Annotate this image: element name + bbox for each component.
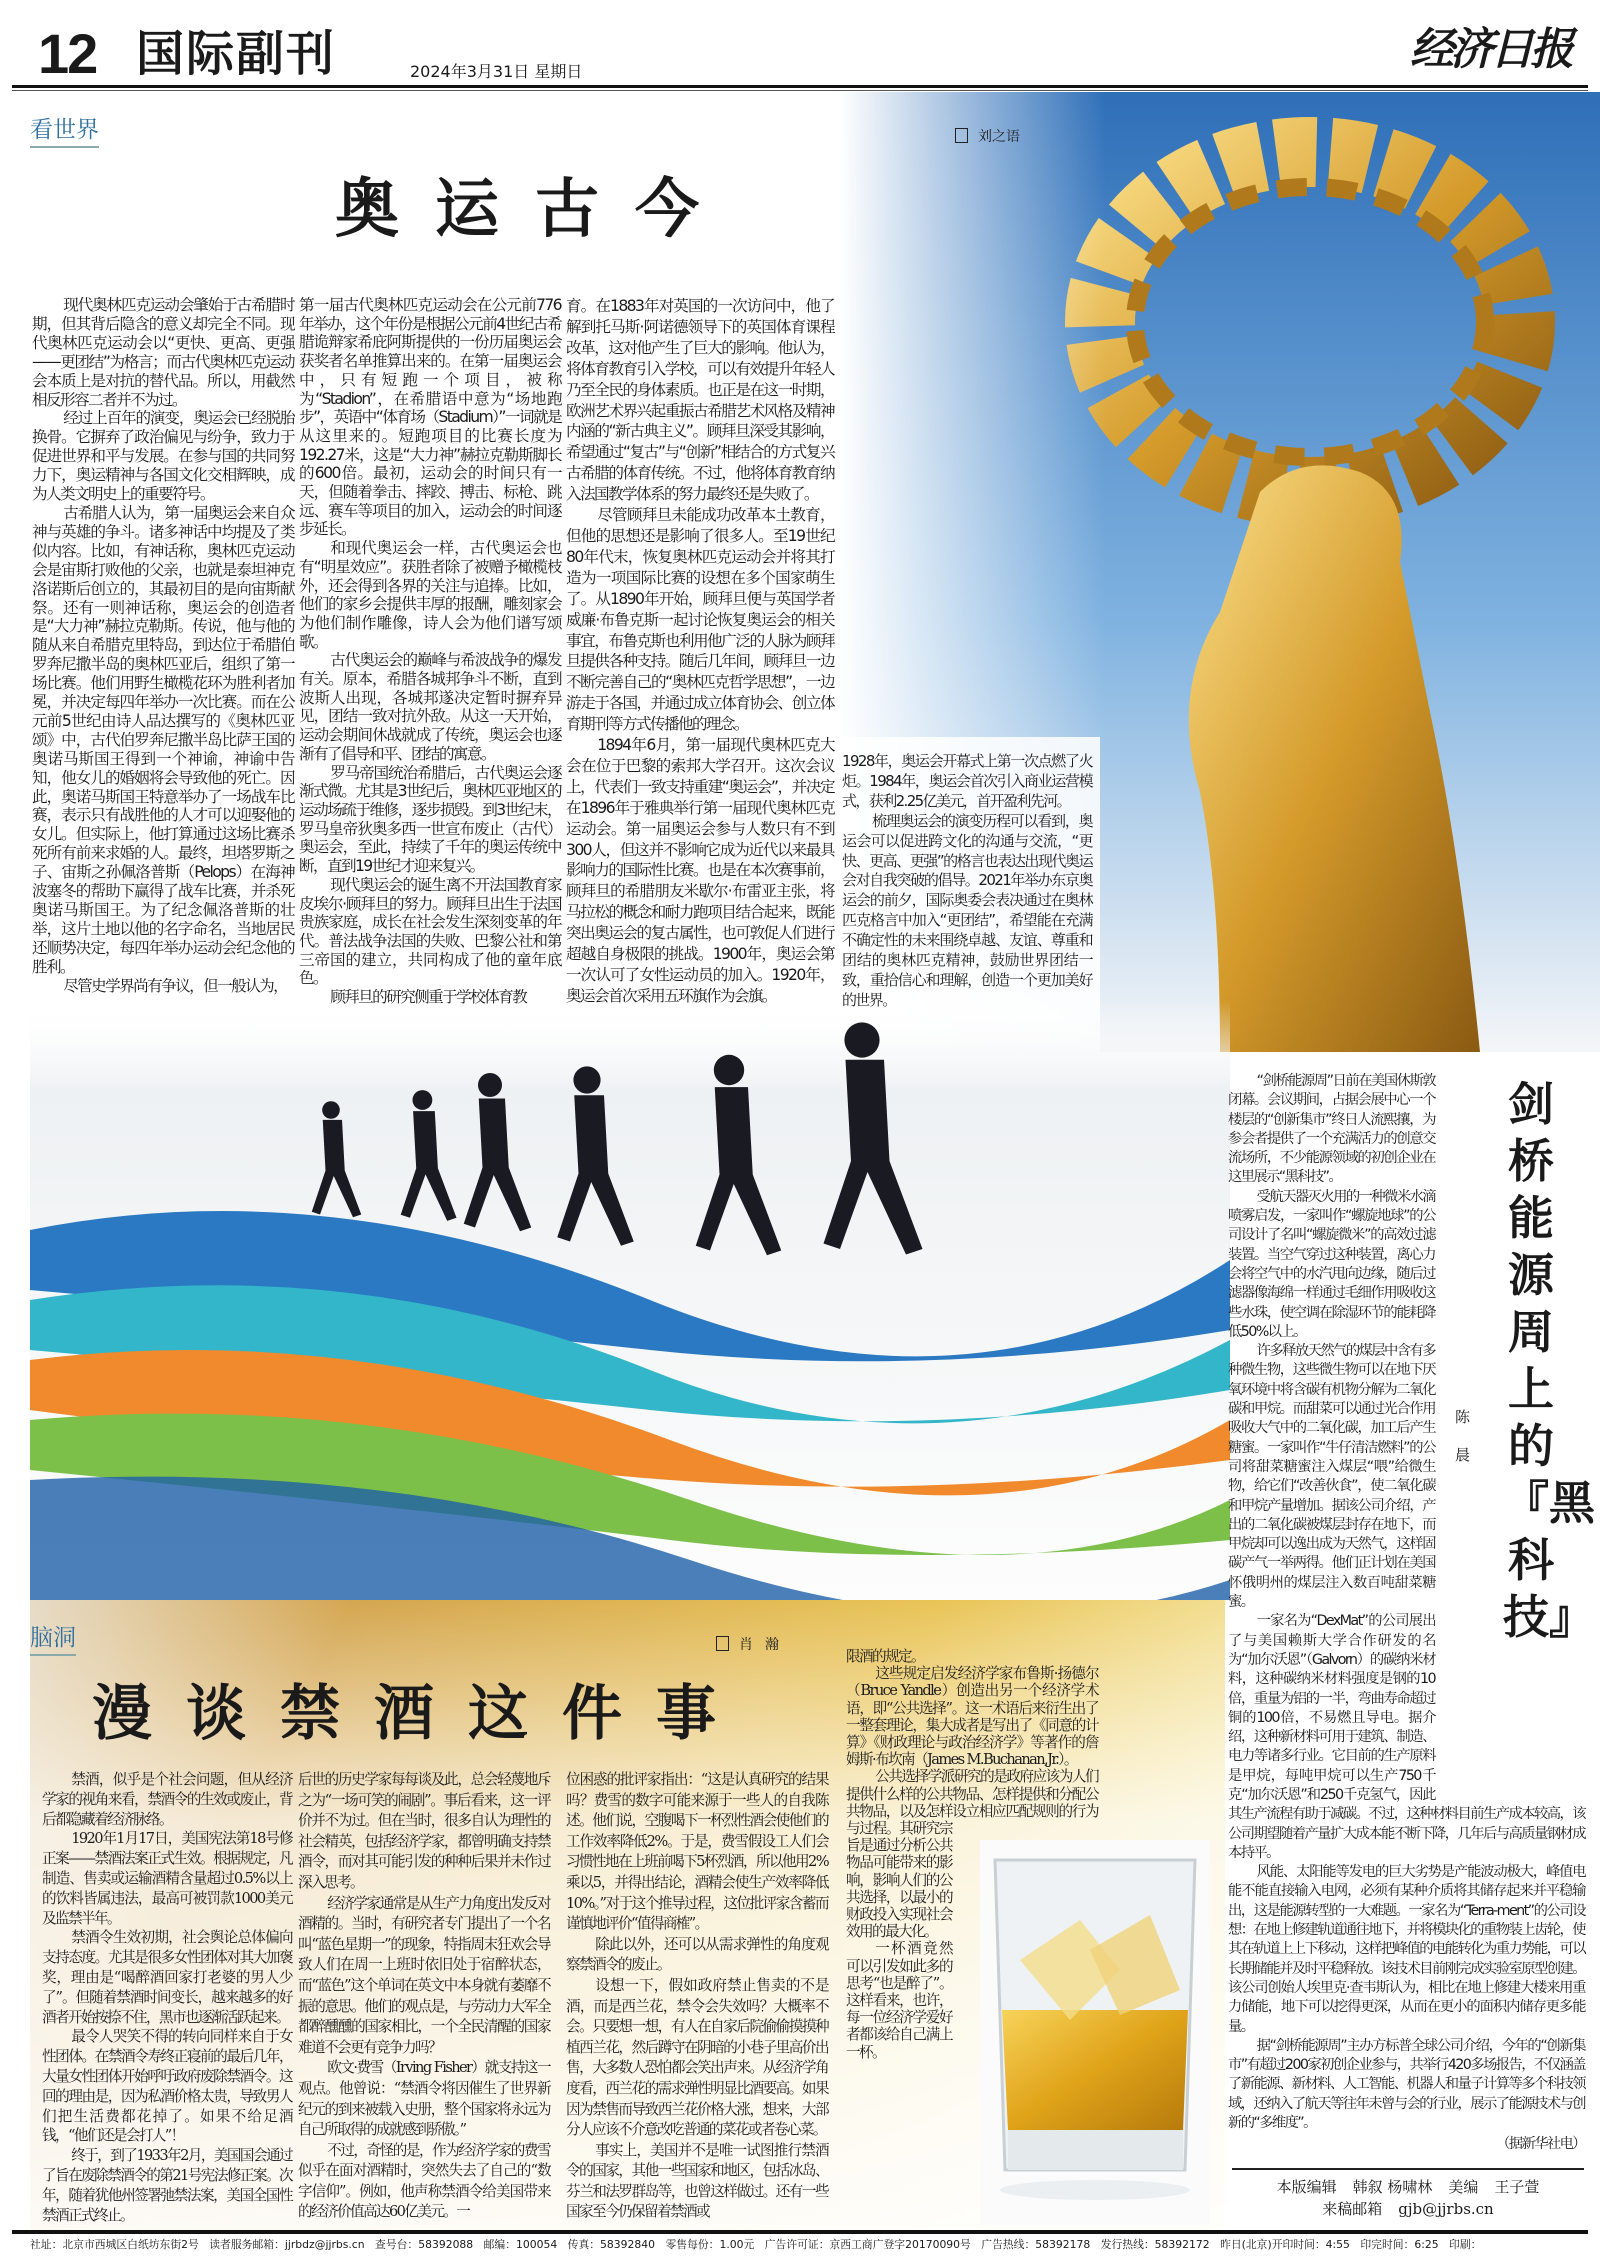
header-rule-thin [12, 90, 1588, 91]
footer-price: 零售每份：1.00元 [665, 2238, 755, 2251]
paragraph: 1928年，奥运会开幕式上第一次点燃了火炬。1984年，奥运会首次引入商业运营模式，获利2.25亿美元，首开盈利先河。 [842, 752, 1092, 810]
footer-rule [12, 2230, 1588, 2234]
runners-image [30, 1000, 1230, 1600]
byline-box-icon [716, 1636, 729, 1651]
paragraph: 古希腊人认为，第一届奥运会来自众神与英雄的争斗。诸多神话中均提及了类似内容。比如，有神话称，奥林匹克运动会是宙斯打败他的父亲，也就是泰坦神克洛诺斯后创立的，其最初目的是向宙斯献祭。还有一则神话称，奥运会的创造者是“大力神”赫拉克勒斯。传说，他与他的随从来自希腊克里特岛，到达位于希腊伯罗奔尼撒半岛的奥林匹亚后，组织了第一场比赛。他们用野生橄榄花环为胜利者加冕，并决定每四年举办一次比赛。而在公元前5世纪由诗人品达撰写的《奥林匹亚颂》中，古代伯罗奔尼撒半岛比萨王国的奥诺马斯国王得到一个神谕，神谕中告知，他女儿的婚姻将会导致他的死亡。因此，奥诺马斯国王特意举办了一场战车比赛，表示只有战胜他的人才可以迎娶他的女儿。但实际上，他打算通过这场比赛杀死所有前来求婚的人。最终，坦塔罗斯之子、宙斯之孙佩洛普斯（Pelops）在海神波塞冬的帮助下赢得了战车比赛，并杀死奥诺马斯国王。为了纪念佩洛普斯的壮举，这片土地以他的名字命名，当地居民还顺势决定，每四年举办运动会纪念他的胜利。 [32, 503, 294, 976]
column-tag-kanshijie: 看世界 [30, 116, 99, 148]
article-column-3 [566, 296, 834, 1007]
paragraph: 禁酒令生效初期，社会舆论总体偏向支持态度。尤其是很多女性团体对其大加褒奖，理由是“喝醉酒回家打老婆的男人少了”。但随着禁酒时间变长，越来越多的好酒者开始按捺不住，黑市也逐渐活跃起来。 [42, 1929, 292, 2026]
footer-postcode: 邮编：100054 [483, 2238, 558, 2251]
paragraph: 限酒的规定。 [846, 1648, 924, 1665]
paragraph: 1920年1月17日，美国宪法第18号修正案——禁酒法案正式生效。根据规定，凡制造、售卖或运输酒精含量超过0.5%以上的饮料皆属违法，最高可被罚款1000美元及监禁半年。 [42, 1830, 292, 1927]
byline [716, 1636, 791, 1654]
footer-reader-email: 读者服务邮箱：jjrbdz@jjrbs.cn [209, 2238, 365, 2251]
footer-print-start: 昨日(北京)开印时间：4:55 [1220, 2238, 1350, 2251]
paragraph: 事实上，美国并不是唯一试图推行禁酒令的国家，其他一些国家和地区，包括冰岛、芬兰和法罗群岛等，也曾这样做过。还有一些国家至今仍保留着禁酒或 [566, 2141, 828, 2221]
paragraph: 最令人哭笑不得的转向同样来自于女性团体。在禁酒令寿终正寝前的最后几年，大量女性团体开始呼吁政府废除禁酒令。这回的理由是，因为私酒价格太贵，导致男人们把生活费都花掉了。如果不给足酒钱，“他们还是会打人”！ [42, 2028, 292, 2145]
paragraph: 梳理奥运会的演变历程可以看到，奥运会可以促进跨文化的沟通与交流，“更快、更高、更强”的格言也表达出现代奥运会对自我突破的倡导。2021年举办东京奥运会的前夕，国际奥委会表决通过在奥林匹克格言中加入“更团结”，希望能在充满不确定性的未来围绕卓越、友谊、尊重和团结的奥林匹克精神，鼓励世界团结一致，重拾信心和理解，创造一个更加美好的世界。 [842, 811, 1092, 1009]
article-column-1 [42, 1770, 292, 2225]
paragraph: 一家名为“DexMat”的公司展出了与美国赖斯大学合作研发的名为“加尔沃恩”（Galvorn）的碳纳米材料，这种碳纳米材料强度是钢的10倍，重量为铝的一半，弯曲寿命超过铜的100倍，不易燃且导电。据介绍，这种新材料可用于建筑、制造、电力等诸多行业。它目前的生产原料是甲烷，每吨甲烷可以生产750千克“加尔沃恩”和250千克氢气，因此其生产流程有助于减碳。不过，这种材料目前生产成本较高，该公司期望随着产量扩大成本能不断下降，几年后与高质量钢材成本持平。 [1228, 1613, 1585, 1861]
section-title: 国际副刊 [136, 26, 337, 82]
footer-print-end: 印完时间：6:25 [1360, 2238, 1439, 2251]
paragraph: 罗马帝国统治希腊后，古代奥运会逐渐式微。尤其是3世纪后，奥林匹亚地区的运动场疏于维修，逐步损毁。到3世纪末，罗马皇帝狄奥多西一世宣布废止（古代）奥运会，至此，持续了千年的奥运传统中断，直到19世纪才迎来复兴。 [299, 763, 561, 876]
column-tag-naodong: 脑洞 [30, 1624, 76, 1656]
article-title: 奥运古今 [335, 173, 735, 247]
paragraph: 现代奥运会的诞生离不开法国教育家皮埃尔·顾拜旦的努力。顾拜旦出生于法国贵族家庭，成长在社会发生深刻变革的年代。普法战争法国的失败、巴黎公社和第三帝国的建立，共同构成了他的童年底色。 [299, 875, 561, 988]
news-credit: （据新华社电） [1496, 2136, 1585, 2153]
designer-name: 王子萱 [1494, 2178, 1540, 2196]
paragraph: 尽管史学界尚有争议，但一般认为， [63, 976, 288, 995]
email-label: 来稿邮箱 [1322, 2200, 1383, 2218]
paragraph: 许多释放天然气的煤层中含有多种微生物，这些微生物可以在地下厌氧环境中将含碳有机物分解为二氧化碳和甲烷。而甜菜可以通过光合作用吸收大气中的二氧化碳，加工后产生糖蜜。一家叫作“牛仔清洁燃料”的公司将甜菜糖蜜注入煤层“喂”给微生物，给它们“改善伙食”，使二氧化碳和甲烷产量增加。据该公司介绍，产出的二氧化碳被煤层封存在地下，而甲烷却可以逸出成为天然气，这样固碳产气一举两得。他们正计划在美国怀俄明州的煤层注入数百吨甜菜糖蜜。 [1228, 1343, 1435, 1611]
byline [955, 128, 1020, 146]
footer-address: 社址：北京市西城区白纸坊东街2号 [30, 2238, 199, 2251]
article-title: 漫谈禁酒这件事 [92, 1679, 750, 1749]
paragraph: 经过上百年的演变，奥运会已经脱胎换骨。它摒弃了政治偏见与纷争，致力于促进世界和平与发展。在参与国的共同努力下，奥运精神与各国文化交相辉映，成为人类文明史上的重要符号。 [32, 409, 294, 504]
footer-ad-hotline: 广告热线：58392178 [981, 2238, 1091, 2251]
paragraph: 现代奥林匹克运动会肇始于古希腊时期，但其背后隐含的意义却完全不同。现代奥林匹克运动会以“更快、更高、更强——更团结”为格言；而古代奥林匹克运动会本质上是对抗的替代品。所以，用截然相反形容二者并不为过。 [32, 296, 294, 409]
page-number: 12 [38, 22, 97, 85]
paragraph: 这些规定启发经济学家布鲁斯·扬德尔（Bruce Yandle）创造出另一个经济学术语，即“公共选择”。这一术语后来衍生出了一整套理论，集大成者是写出了《同意的计算》《财政理论与政治经济学》等著作的詹姆斯·布坎南（James M.Buchanan,Jr.）。 [846, 1665, 1098, 1769]
paragraph: 终于，到了1933年2月，美国国会通过了旨在废除禁酒令的第21号宪法修正案。次年，随着犹他州签署弛禁法案，美国全国性禁酒正式终止。 [42, 2147, 292, 2224]
article-column-1 [32, 296, 294, 996]
byline-box-icon [955, 128, 968, 143]
paragraph: 和现代奥运会一样，古代奥运会也有“明星效应”。获胜者除了被赠予橄榄枝外，还会得到各界的关注与追捧。比如，他们的家乡会提供丰厚的报酬，雕刻家会为他们制作雕像，诗人会为他们谱写颂歌。 [299, 539, 561, 651]
paragraph: 不过，奇怪的是，作为经济学家的费雪似乎在面对酒精时，突然失去了自己的“数字信仰”。例如，他声称禁酒令给美国带来的经济价值高达60亿美元。一 [298, 2141, 550, 2221]
energy-article-author: 陈晨 [1455, 1408, 1471, 1464]
article-column-3 [566, 1770, 828, 2223]
byline-author: 刘之语 [978, 129, 1020, 145]
paragraph: 位困惑的批评家指出：“这是认真研究的结果吗？费雪的数字可能来源于一些人的自我陈述。他们说，空腹喝下一杯烈性酒会使他们的工作效率降低2%。于是，费雪假设工人们会习惯性地在上班前喝下5杯烈酒，所以他用2%乘以5，并得出结论，酒精会使生产效率降低10%。”对于这个推导过程，这位批评家含蓄而谨慎地评价“值得商榷”。 [566, 1771, 828, 1933]
footer-distribution-hotline: 发行热线：58392172 [1100, 2238, 1210, 2251]
article-column-2 [299, 296, 561, 1007]
paragraph: 尽管顾拜旦未能成功改革本土教育，但他的思想还是影响了很多人。至19世纪80年代末，恢复奥林匹克运动会并将其打造为一项国际比赛的设想在多个国家萌生了。从1890年开始，顾拜旦便与英国学者威廉·布鲁克斯一起讨论恢复奥运会的相关事宜，布鲁克斯也利用他广泛的人脉为顾拜旦提供各种支持。随后几年间，顾拜旦一边不断完善自己的“奥林匹克哲学思想”，一边游走于各国，并通过成立体育协会、创立体育期刊等方式传播他的理念。 [566, 506, 834, 734]
paragraph: 除此以外，还可以从需求弹性的角度观察禁酒令的废止。 [566, 1935, 828, 1974]
designer-label: 美编 [1448, 2178, 1479, 2196]
paragraph: 后世的历史学家每每谈及此，总会轻蔑地斥之为“一场可笑的闹剧”。事后看来，这一评价并不为过。但在当时，很多自认为理性的社会精英，包括经济学家，都曾明确支持禁酒令，而对其可能引发的种种后果并未作过深入思考。 [298, 1771, 550, 1891]
submission-email[interactable]: gjb@jjrbs.cn [1398, 2200, 1494, 2218]
footer-info [30, 2238, 1585, 2251]
footer-fax: 传真：58392840 [567, 2238, 656, 2251]
footer-directory: 查号台：58392088 [375, 2238, 474, 2251]
paragraph: 公共选择学派研究的是政府应该为人们提供什么样的公共物品、怎样提供和分配公共物品，以及怎样设立相应匹配规则的行为与过程。其研究宗旨是通过分析公共物品可能带来的影响，影响人们的公共选择，以最小的财政投入实现社会效用的最大化。 [846, 1768, 1098, 1941]
paragraph: 受航天器灭火用的一种微米水滴喷雾启发，一家叫作“螺旋地球”的公司设计了名叫“螺旋微米”的高效过滤装置。当空气穿过这种装置，离心力会将空气中的水汽甩向边缘，随后过滤器像海绵一样通过毛细作用吸收这些水珠，使空调在除湿环节的能耗降低50%以上。 [1228, 1188, 1435, 1340]
header-rule [12, 85, 1588, 88]
paragraph: 古代奥运会的巅峰与希波战争的爆发有关。原本，希腊各城邦争斗不断，直到波斯人出现，各城邦遂决定暂时摒弃异见，团结一致对抗外敌。从这一天开始，运动会期间休战就成了传统，奥运会也逐渐有了倡导和平、团结的寓意。 [299, 651, 561, 763]
paragraph: 据“剑桥能源周”主办方标普全球公司介绍，今年的“创新集市”有超过200家初创企业参与，共举行420多场报告，不仅涵盖了新能源、新材料、人工智能、机器人和量子计算等多个科技领域，还纳入了航天等往年未曾与会的行业，展示了能源技术与创新的“多维度”。 [1228, 2037, 1585, 2132]
paragraph: 一杯酒竟然可以引发如此多的思考“也是醉了”。这样看来，也许，每一位经济学爱好者都该给自己满上一杯。 [846, 1940, 952, 2061]
byline-author: 肖瀚 [739, 1637, 791, 1653]
footer-ad-license: 广告许可证：京西工商广登字20170090号 [764, 2238, 971, 2251]
paragraph: “剑桥能源周”日前在美国休斯敦闭幕。会议期间，占据会展中心一个楼层的“创新集市”终日人流熙攘，为参会者提供了一个充满活力的创意交流场所，不少能源领域的初创企业在这里展示“黑科技”。 [1228, 1073, 1435, 1186]
footer-printer: 印刷： [1449, 2238, 1482, 2251]
paragraph: 育。在1883年对英国的一次访问中，他了解到托马斯·阿诺德领导下的英国体育课程改革，这对他产生了巨大的影响。他认为，将体育教育引入学校，可以有效提升年轻人乃至全民的身体素质。也正是在这一时期，欧洲艺术界兴起重振古希腊艺术风格及精神内涵的“新古典主义”。顾拜旦深受其影响，希望通过“复古”与“创新”相结合的方式复兴古希腊的体育传统。不过，他将体育教育纳入法国教学体系的努力最终还是失败了。 [566, 297, 834, 504]
paragraph: 1894年6月，第一届现代奥林匹克大会在位于巴黎的索邦大学召开。这次会议上，代表们一致支持重建“奥运会”，并决定在1896年于雅典举行第一届现代奥林匹克运动会。第一届奥运会参与人数只有不到300人，但这并不影响它成为近代以来最具影响力的国际性比赛。也是在本次赛事前，顾拜旦的希腊朋友米歇尔·布雷亚主张，将马拉松的概念和耐力跑项目结合起来，既能突出奥运会的复古属性，也可敦促人们进行超越自身极限的挑战。1900年，奥运会第一次认可了女性运动员的加入。1920年，奥运会首次采用五环旗作为会旗。 [566, 736, 834, 1005]
editor-label: 本版编辑 [1276, 2178, 1337, 2196]
editor-names: 韩叙 杨啸林 [1352, 2178, 1433, 2196]
editor-credits [1232, 2168, 1584, 2220]
issue-date: 2024年3月31日 星期日 [410, 62, 583, 81]
article-column-4 [846, 1648, 1098, 2256]
article-column-2 [298, 1770, 550, 2223]
paragraph: 禁酒，似乎是个社会问题，但从经济学家的视角来看，禁酒令的生效或废止，背后都隐藏着经济脉络。 [42, 1771, 292, 1828]
paragraph: 顾拜旦的研究侧重于学校体育教 [330, 988, 527, 1007]
paragraph: 经济学家通常是从生产力角度出发反对酒精的。当时，有研究者专门提出了一个名叫“蓝色星期一”的现象，特指周末狂欢会导致人们在周一上班时依旧处于宿醉状态，而“蓝色”这个单词在英文中本身就有萎靡不振的意思。他们的观点是，与劳动力大军全都醉醺醺的国家相比，一个全民清醒的国家难道不会更有竞争力吗？ [298, 1894, 550, 2056]
masthead-logo: 经济日报 [1410, 24, 1570, 75]
paragraph: 设想一下，假如政府禁止售卖的不是酒，而是西兰花，禁令会失效吗？大概率不会。只要想一想，有人在自家后院偷偷摸摸种植西兰花，然后蹲守在阴暗的小巷子里高价出售，大多数人恐怕都会笑出声来。从经济学角度看，西兰花的需求弹性明显比酒要高。如果因为禁售而导致西兰花价格大涨，想来，大部分人应该不介意改吃普通的菜花或者卷心菜。 [566, 1976, 828, 2139]
paragraph: 风能、太阳能等发电的巨大劣势是产能波动极大，峰值电能不能直接输入电网，必须有某种介质将其储存起来并平稳输出，这是能源转型的一大难题。一家名为“Terra-ment”的公司设想：在地上修建轨道通往地下，并将模块化的重物装上齿轮，使其在轨道上上下移动，这样把峰值的电能转化为重力势能，可以长期储能并及时平稳释放。该技术目前刚完成实验室原型创建。该公司创始人埃里克·查韦斯认为，相比在地上修建大楼来用重力储能，地下可以挖得更深，从而在更小的面积内储存更多能量。 [1228, 1864, 1585, 2035]
article-column-4 [842, 752, 1092, 1011]
energy-article-title: 剑桥能源周上的『黑科技』 [1503, 1077, 1595, 1644]
paragraph: 欧文·费雪（Irving Fisher）就支持这一观点。他曾说：“禁酒令将因催生了世界新纪元的到来被载入史册，整个国家将永远为自己所取得的成就感到骄傲。” [298, 2059, 550, 2139]
paragraph: 第一届古代奥林匹克运动会在公元前776年举办，这个年份是根据公元前4世纪古希腊诡辩家希庇阿斯提供的一份历届奥运会获奖者名单推算出来的。在第一届奥运会中，只有短跑一个项目，被称为“Stadion”，在希腊语中意为“场地跑步”，英语中“体育场（Stadium）”一词就是从这里来的。短跑项目的比赛长度为192.27米，这是“大力神”赫拉克勒斯脚长的600倍。最初，运动会的时间只有一天，但随着拳击、摔跤、搏击、标枪、跳远、赛车等项目的加入，运动会的时间逐步延长。 [299, 296, 561, 539]
